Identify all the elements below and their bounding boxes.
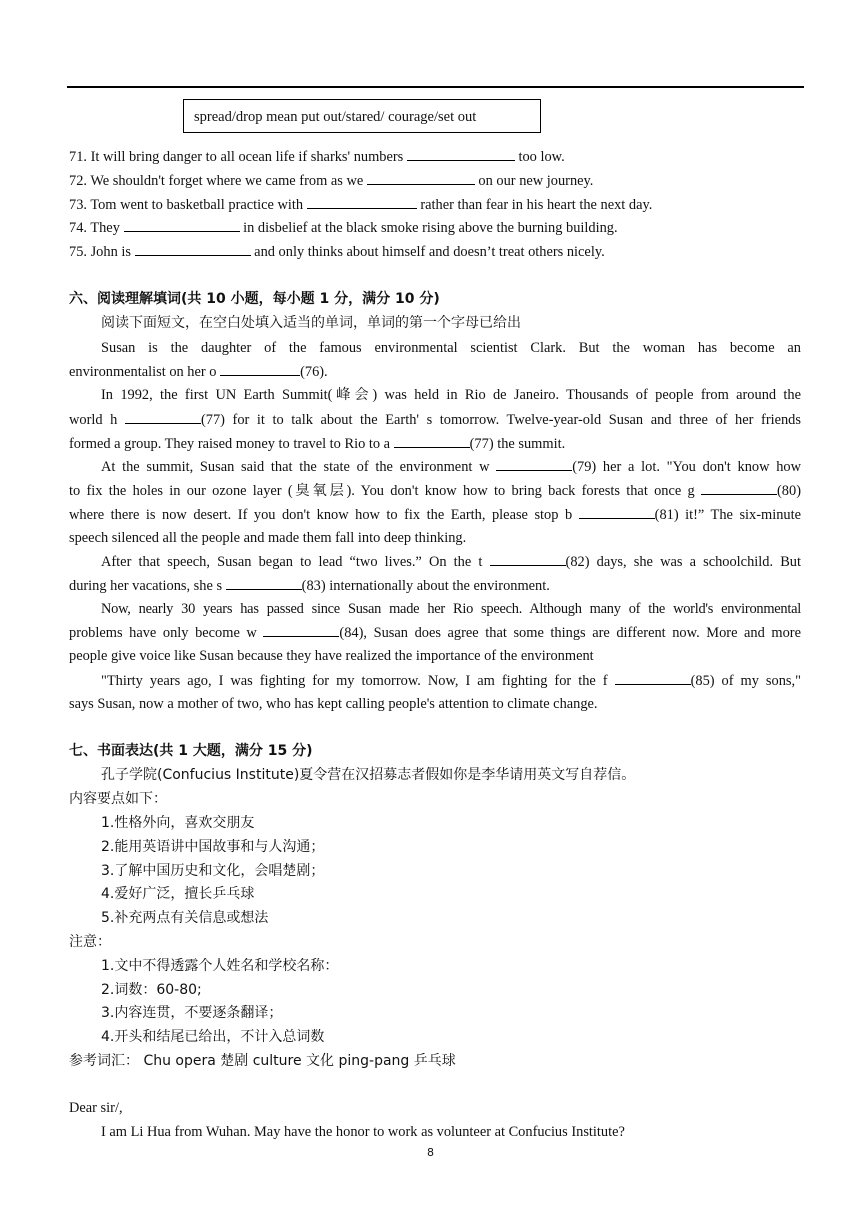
point-item: 1.性格外向，喜欢交朋友 xyxy=(101,815,255,831)
passage-p5-line3: people give voice like Susan because they have realized the importance of the environment xyxy=(69,648,594,664)
passage-p6-line2: says Susan, now a mother of two, who has kept calling people's attention to climate change. xyxy=(69,696,598,712)
passage-p3-line1: At the summit, Susan said that the state of the environment w (79) her a lot. "You don't know how xyxy=(69,456,801,477)
section6-instruction: 阅读下面短文，在空白处填入适当的单词，单词的第一个字母已给出 xyxy=(101,315,521,331)
passage-p3-line2: to fix the holes in our ozone layer (臭氧层). You don't know how to bring back forests that once g (80) xyxy=(69,480,801,501)
notes-title: 注意： xyxy=(69,934,111,950)
note-item: 2.词数：60-80; xyxy=(101,982,202,998)
section6-heading: 六、阅读理解填词(共 10 小题，每小题 1 分，满分 10 分) xyxy=(69,291,440,307)
letter-opening: I am Li Hua from Wuhan. May have the honor to work as volunteer at Confucius Institute? xyxy=(101,1124,625,1140)
answer-blank-76[interactable] xyxy=(220,361,300,376)
question-75: 75. John is and only thinks about himself and doesn’t treat others nicely. xyxy=(69,241,605,262)
passage-p1-line1: Susan is the daughter of the famous environmental scientist Clark. But the woman has become an xyxy=(101,340,801,356)
answer-blank[interactable] xyxy=(124,217,240,232)
answer-blank-83[interactable] xyxy=(226,575,302,590)
answer-blank[interactable] xyxy=(407,146,515,161)
question-73: 73. Tom went to basketball practice with rather than fear in his heart the next day. xyxy=(69,194,652,215)
question-71: 71. It will bring danger to all ocean life if sharks' numbers too low. xyxy=(69,146,565,167)
passage-p2-line2: world h (77) for it to talk about the Earth' s tomorrow. Twelve-year-old Susan and three of her friends xyxy=(69,409,801,430)
page-number: 8 xyxy=(427,1146,434,1159)
answer-blank-79[interactable] xyxy=(496,456,572,471)
answer-blank-81[interactable] xyxy=(579,504,655,519)
header-rule xyxy=(67,86,804,88)
point-item: 2.能用英语讲中国故事和与人沟通； xyxy=(101,839,325,855)
section7-heading: 七、书面表达(共 1 大题，满分 15 分) xyxy=(69,743,313,759)
passage-p3-line3: where there is now desert. If you don't know how to fix the Earth, please stop b (81) it!” The six-minute xyxy=(69,504,801,525)
vocab-line: 参考词汇： Chu opera 楚剧 culture 文化 ping-pang 乒乓球 xyxy=(69,1053,456,1069)
note-item: 1.文中不得透露个人姓名和学校名称： xyxy=(101,958,339,974)
point-item: 5.补充两点有关信息或想法 xyxy=(101,910,269,926)
answer-blank[interactable] xyxy=(135,241,251,256)
answer-blank-82[interactable] xyxy=(490,551,566,566)
passage-p5-line2: problems have only become w (84), Susan does agree that some things are different now. More and more xyxy=(69,622,801,643)
answer-blank[interactable] xyxy=(367,170,475,185)
passage-p2-line1: In 1992, the first UN Earth Summit(峰会) was held in Rio de Janeiro. Thousands of people from around the xyxy=(101,387,801,403)
letter-greeting: Dear sir/, xyxy=(69,1100,123,1116)
answer-blank-77[interactable] xyxy=(125,409,201,424)
points-title: 内容要点如下： xyxy=(69,791,167,807)
note-item: 3.内容连贯，不要逐条翻译； xyxy=(101,1005,283,1021)
answer-blank[interactable] xyxy=(307,194,417,209)
passage-p6-line1: "Thirty years ago, I was fighting for my tomorrow. Now, I am fighting for the f (85) of my sons," xyxy=(69,670,801,691)
answer-blank-84[interactable] xyxy=(263,622,339,637)
passage-p1-line2: environmentalist on her o (76). xyxy=(69,361,328,382)
answer-blank-80[interactable] xyxy=(701,480,777,495)
word-bank-box: spread/drop mean put out/stared/ courage/set out xyxy=(183,99,541,133)
passage-p4-line2: during her vacations, she s (83) internationally about the environment. xyxy=(69,575,550,596)
passage-p5-line1: Now, nearly 30 years has passed since Susan made her Rio speech. Although many of the world's environmental xyxy=(101,601,801,617)
point-item: 4.爱好广泛，擅长乒乓球 xyxy=(101,886,255,902)
passage-p2-line3: formed a group. They raised money to travel to Rio to a (77) the summit. xyxy=(69,433,565,454)
passage-p4-line1: After that speech, Susan began to lead “two lives.” On the t (82) days, she was a schoolchild. But xyxy=(69,551,801,572)
section7-intro: 孔子学院(Confucius Institute)夏令营在汉招募志者假如你是李华请用英文写自荐信。 xyxy=(101,767,636,783)
answer-blank-78[interactable] xyxy=(394,433,470,448)
point-item: 3.了解中国历史和文化，会唱楚剧； xyxy=(101,863,325,879)
question-74: 74. They in disbelief at the black smoke rising above the burning building. xyxy=(69,217,618,238)
answer-blank-85[interactable] xyxy=(615,670,691,685)
question-72: 72. We shouldn't forget where we came from as we on our new journey. xyxy=(69,170,593,191)
passage-p3-line4: speech silenced all the people and made them fall into deep thinking. xyxy=(69,530,467,546)
note-item: 4.开头和结尾已给出，不计入总词数 xyxy=(101,1029,325,1045)
